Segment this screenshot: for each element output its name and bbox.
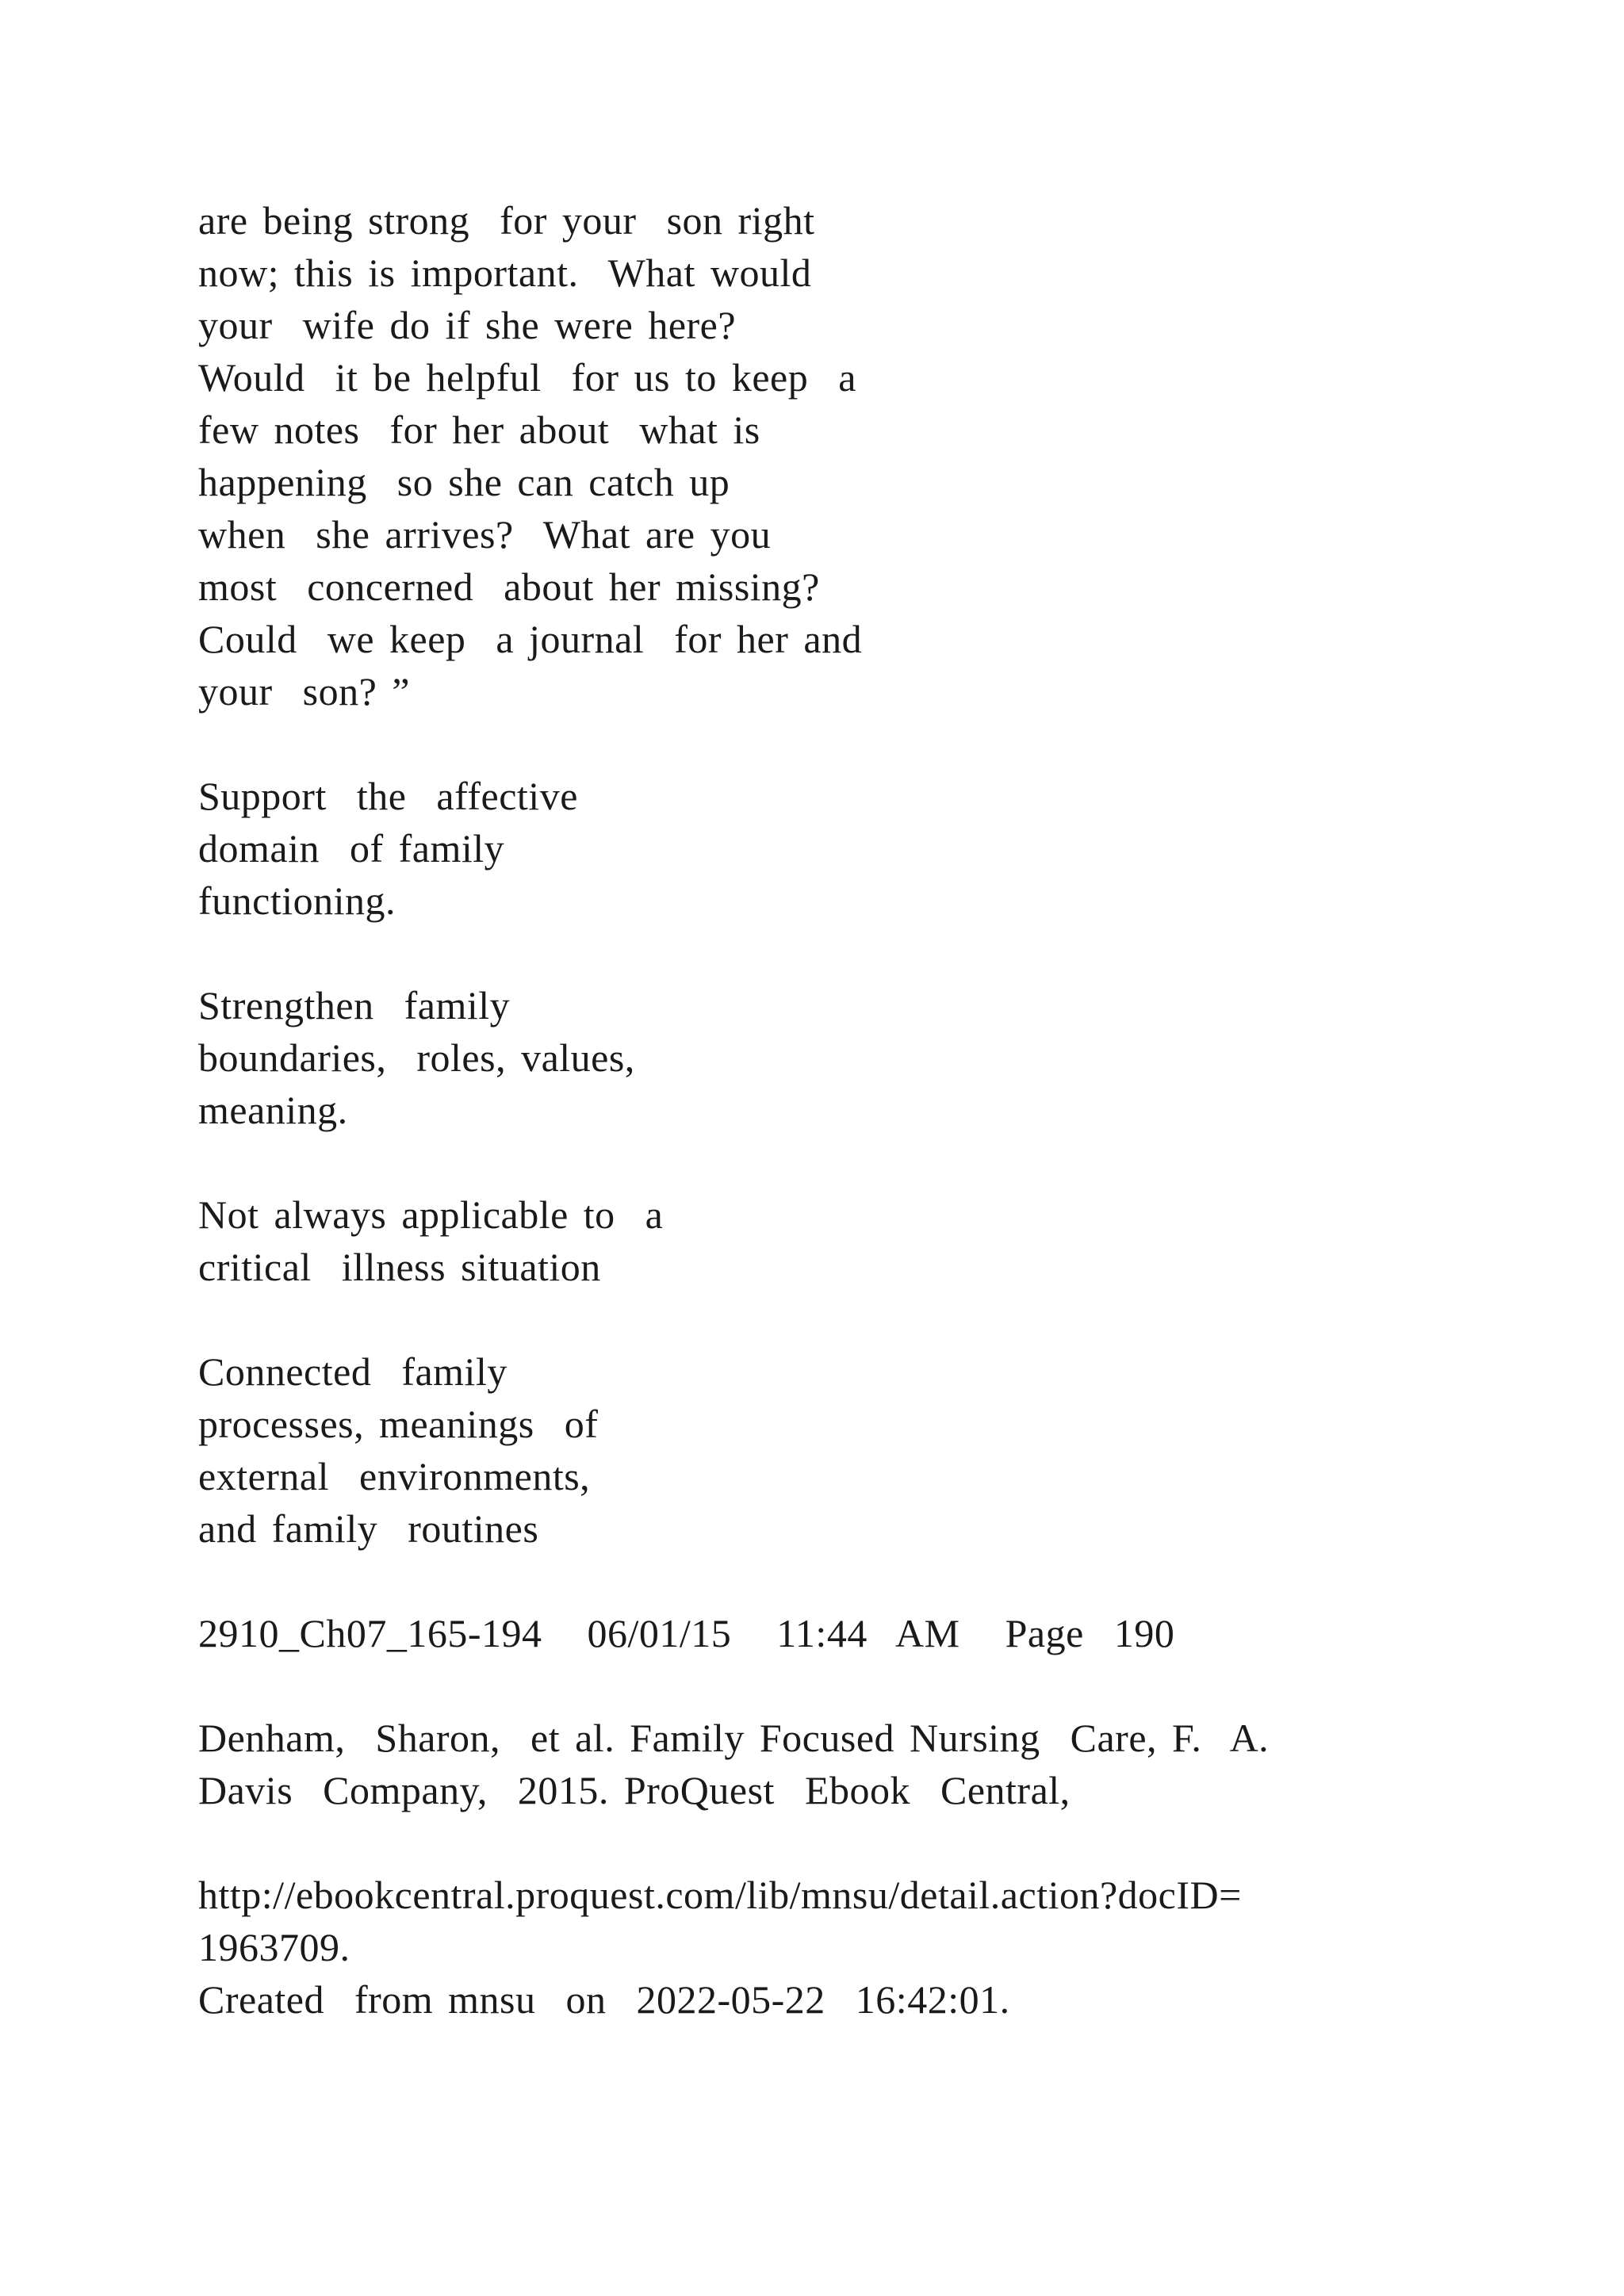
text-line: are being strong for your son right (198, 198, 815, 243)
text-line: Not always applicable to a (198, 1192, 664, 1237)
text-line: happening so she can catch up (198, 460, 730, 504)
text-line: Connected family (198, 1349, 508, 1394)
not-applicable-paragraph (198, 1188, 1546, 1293)
connected-paragraph (198, 1345, 1546, 1555)
paragraph-gap (198, 927, 1546, 979)
text-line: processes, meanings of (198, 1402, 599, 1446)
text-line: meaning. (198, 1088, 348, 1132)
text-line: Strengthen family (198, 983, 511, 1027)
text-line: Would it be helpful for us to keep a (198, 355, 856, 400)
text-line: boundaries, roles, values, (198, 1035, 635, 1080)
text-line: external environments, (198, 1454, 591, 1498)
text-line: when she arrives? What are you (198, 512, 772, 557)
paragraph-gap (198, 1659, 1546, 1712)
paragraph-gap (198, 718, 1546, 770)
dialogue-paragraph (198, 194, 1546, 718)
page-identifier: 2910_Ch07_165-194 06/01/15 11:44 AM Page 190 (198, 1611, 1175, 1655)
paragraph-gap (198, 1816, 1546, 1869)
text-line: Could we keep a journal for her and (198, 617, 863, 661)
page-footer (198, 1607, 1546, 1659)
paragraph-gap (198, 1555, 1546, 1607)
affective-paragraph (198, 770, 1546, 927)
created-timestamp: Created from mnsu on 2022-05-22 16:42:01. (198, 1977, 1010, 2022)
source-info (198, 1869, 1546, 2026)
text-line: functioning. (198, 878, 396, 923)
text-line: critical illness situation (198, 1245, 601, 1289)
document-page (198, 194, 1546, 2026)
text-line: your wife do if she were here? (198, 303, 737, 347)
text-line: domain of family (198, 826, 505, 871)
paragraph-gap (198, 1293, 1546, 1345)
citation (198, 1712, 1546, 1816)
text-line: your son? ” (198, 669, 410, 714)
paragraph-gap (198, 1136, 1546, 1188)
text-line: Support the affective (198, 774, 578, 818)
text-line: few notes for her about what is (198, 408, 760, 452)
citation-line: Davis Company, 2015. ProQuest Ebook Central, (198, 1768, 1071, 1812)
strengthen-paragraph (198, 979, 1546, 1136)
source-doc-id: 1963709. (198, 1925, 350, 1969)
text-line: most concerned about her missing? (198, 564, 820, 609)
text-line: and family routines (198, 1506, 539, 1551)
citation-line: Denham, Sharon, et al. Family Focused Nursing Care, F. A. (198, 1716, 1270, 1760)
source-url: http://ebookcentral.proquest.com/lib/mnsu/detail.action?docID= (198, 1873, 1242, 1917)
text-line: now; this is important. What would (198, 251, 812, 295)
